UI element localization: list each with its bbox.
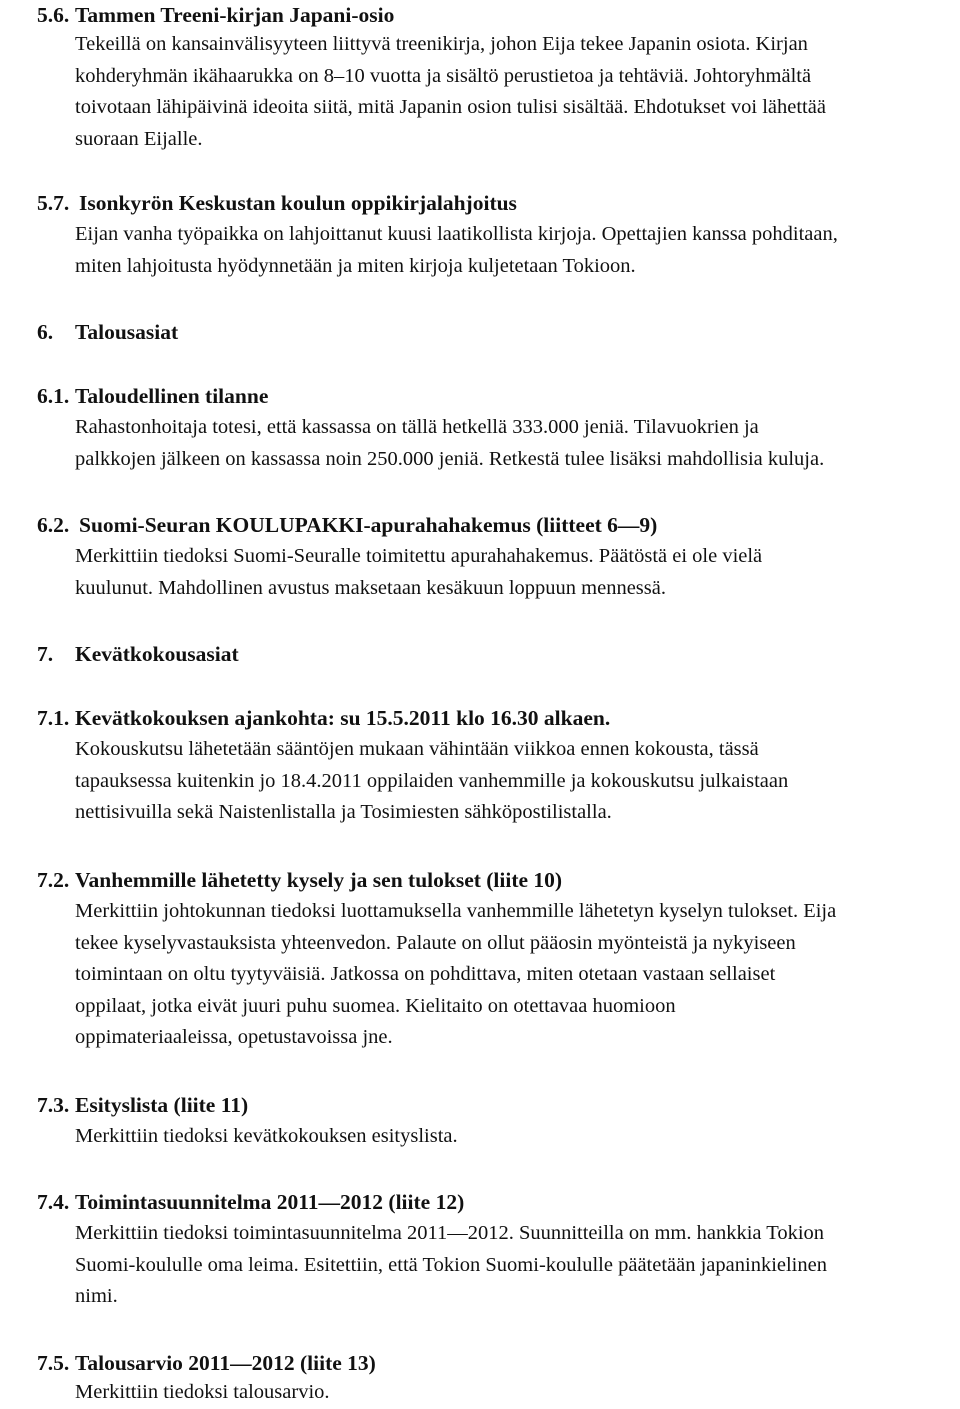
section-heading-7-3 (37, 1089, 248, 1121)
section-number: 7.4. (37, 1190, 70, 1214)
section-heading-7 (37, 638, 239, 670)
body-line: Tekeillä on kansainvälisyyteen liittyvä treenikirja, johon Eija tekee Japanin osiota. Kirjan (75, 33, 808, 55)
section-title: Toimintasuunnitelma 2011—2012 (liite 12) (75, 1190, 465, 1214)
body-line: Merkittiin johtokunnan tiedoksi luottamuksella vanhemmille lähetetyn kyselyn tulokset. Eija (75, 900, 837, 922)
section-title: Kevätkokouksen ajankohta: su 15.5.2011 klo 16.30 alkaen. (75, 706, 611, 730)
section-body-7-5 (75, 1377, 959, 1409)
section-heading-7-2 (37, 864, 562, 896)
section-number: 7. (37, 642, 54, 666)
body-line: suoraan Eijalle. (75, 127, 203, 150)
body-line: Kokouskutsu lähetetään sääntöjen mukaan vähintään viikkoa ennen kokousta, tässä (75, 738, 759, 760)
section-number: 6.2. (37, 513, 70, 537)
section-title: Taloudellinen tilanne (75, 384, 269, 408)
body-line: palkkojen jälkeen on kassassa noin 250.000 jeniä. Retkestä tulee lisäksi mahdollisia kuluja. (75, 447, 825, 470)
body-line: nettisivuilla sekä Naistenlistalla ja Tosimiesten sähköpostilistalla. (75, 801, 612, 824)
section-title: Kevätkokousasiat (75, 642, 239, 666)
body-line: toivotaan lähipäivinä ideoita siitä, mitä Japanin osion tulisi sisältää. Ehdotukset voi lähettää (75, 96, 826, 119)
section-number: 5.6. (37, 3, 70, 27)
section-heading-6-1 (37, 380, 268, 412)
section-number: 7.3. (37, 1093, 70, 1117)
section-body-6-2 (75, 541, 959, 604)
body-line: Suomi-koululle oma leima. Esitettiin, että Tokion Suomi-koululle päätetään japaninkielinen (75, 1253, 827, 1276)
section-number: 7.2. (37, 868, 70, 892)
section-title: Esityslista (liite 11) (75, 1093, 249, 1117)
body-line: miten lahjoitusta hyödynnetään ja miten kirjoja kuljetetaan Tokioon. (75, 254, 636, 277)
section-body-6-1 (75, 412, 959, 475)
section-body-5-7 (75, 219, 959, 282)
section-heading-6-2 (37, 509, 657, 541)
section-body-7-3 (75, 1121, 959, 1153)
section-number: 6. (37, 320, 54, 344)
body-line: kuulunut. Mahdollinen avustus maksetaan kesäkuun loppuun mennessä. (75, 576, 666, 599)
section-body-7-2 (75, 896, 959, 1054)
section-heading-5-6 (37, 0, 394, 31)
body-line: tapauksessa kuitenkin jo 18.4.2011 oppilaiden vanhemmille ja kokouskutsu julkaistaan (75, 769, 789, 792)
body-line: Merkittiin tiedoksi toimintasuunnitelma 2011—2012. Suunnitteilla on mm. hankkia Tokion (75, 1222, 825, 1244)
section-heading-7-5 (37, 1347, 376, 1379)
body-line: Eijan vanha työpaikka on lahjoittanut kuusi laatikollista kirjoja. Opettajien kanssa pohditaan, (75, 223, 838, 245)
section-title: Suomi-Seuran KOULUPAKKI-apurahahakemus (liitteet 6—9) (79, 513, 658, 537)
body-line: Merkittiin tiedoksi kevätkokouksen esityslista. (75, 1125, 458, 1147)
body-line: oppilaat, jotka eivät juuri puhu suomea. Kielitaito on otettavaa huomioon (75, 994, 676, 1017)
body-line: tekee kyselyvastauksista yhteenvedon. Palaute on ollut pääosin myönteistä ja nykyiseen (75, 931, 796, 954)
section-heading-7-4 (37, 1186, 464, 1218)
section-number: 6.1. (37, 384, 70, 408)
section-number: 7.5. (37, 1351, 70, 1375)
body-line: Merkittiin tiedoksi Suomi-Seuralle toimitettu apurahahakemus. Päätöstä ei ole vielä (75, 545, 763, 567)
section-body-7-1 (75, 734, 959, 829)
section-title: Isonkyrön Keskustan koulun oppikirjalahjoitus (79, 191, 517, 215)
section-title: Vanhemmille lähetetty kysely ja sen tulokset (liite 10) (75, 868, 563, 892)
section-heading-5-7 (37, 187, 517, 219)
section-heading-7-1 (37, 702, 610, 734)
section-body-5-6 (75, 29, 959, 155)
body-line: kohderyhmän ikähaarukka on 8–10 vuotta ja sisältö perustietoa ja tehtäviä. Johtoryhmältä (75, 64, 812, 87)
section-heading-6 (37, 316, 178, 348)
section-number: 7.1. (37, 706, 70, 730)
section-title: Tammen Treeni-kirjan Japani-osio (75, 3, 395, 27)
body-line: nimi. (75, 1285, 118, 1308)
section-title: Talousarvio 2011—2012 (liite 13) (75, 1351, 376, 1375)
body-line: toimintaan on oltu tyytyväisiä. Jatkossa on pohdittava, miten otetaan vastaan sellaiset (75, 963, 776, 986)
body-line: Rahastonhoitaja totesi, että kassassa on tällä hetkellä 333.000 jeniä. Tilavuokrien ja (75, 416, 759, 438)
body-line: Merkittiin tiedoksi talousarvio. (75, 1381, 330, 1403)
section-number: 5.7. (37, 191, 70, 215)
section-title: Talousasiat (75, 320, 179, 344)
body-line: oppimateriaaleissa, opetustavoissa jne. (75, 1026, 393, 1049)
section-body-7-4 (75, 1218, 959, 1313)
